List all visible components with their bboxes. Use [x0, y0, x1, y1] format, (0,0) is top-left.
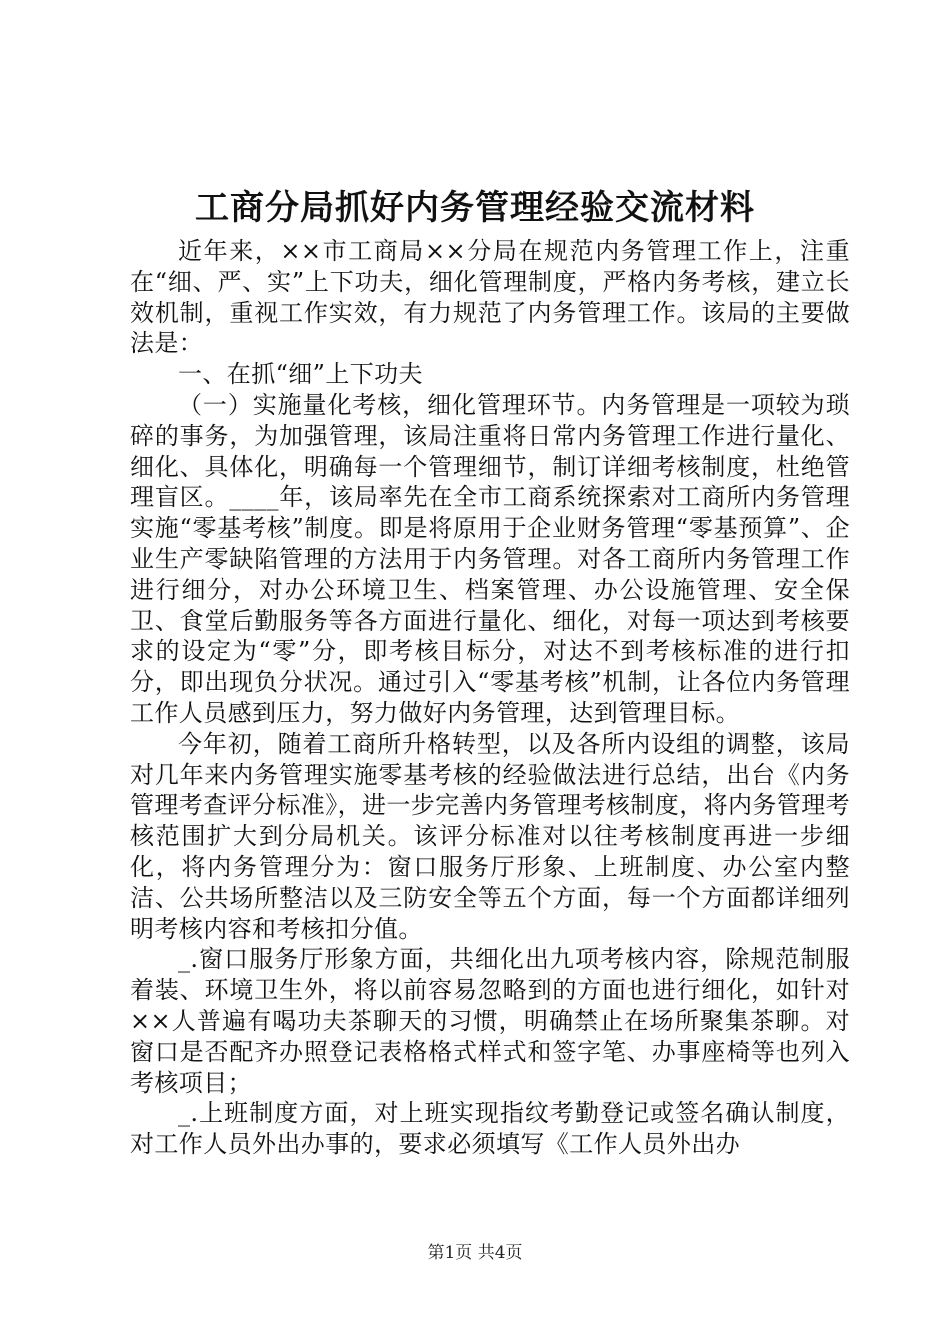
- document-title: 工商分局抓好内务管理经验交流材料: [195, 188, 755, 228]
- paragraph-work-system: _.上班制度方面，对上班实现指纹考勤登记或签名确认制度，对工作人员外出办事的，要求必须填写《工作人员外出办: [130, 1099, 850, 1159]
- paragraph-this-year: 今年初，随着工商所升格转型，以及各所内设组的调整，该局对几年来内务管理实施零基考核的经验做法进行总结，出台《内务管理考查评分标准》，进一步完善内务管理考核制度，将内务管理考核范围扩大到分局机关。该评分标准对以往考核制度再进一步细化，将内务管理分为：窗口服务厅形象、上班制度、办公室内整洁、公共场所整洁以及三防安全等五个方面，每一个方面都详细列明考核内容和考核扣分值。: [130, 729, 850, 943]
- paragraph-window-service: _.窗口服务厅形象方面，共细化出九项考核内容，除规范制服着装、环境卫生外，将以前容易忽略到的方面也进行细化，如针对××人普遍有喝功夫茶聊天的习惯，明确禁止在场所聚集茶聊。对窗口是否配齐办照登记表格格式样式和签字笔、办事座椅等也列入考核项目；: [130, 945, 850, 1097]
- paragraph-intro: 近年来，××市工商局××分局在规范内务管理工作上，注重在“细、严、实”上下功夫，细化管理制度，严格内务考核，建立长效机制，重视工作实效，有力规范了内务管理工作。该局的主要做法是：: [130, 237, 850, 358]
- section-heading-1: 一、在抓“细”上下功夫: [178, 360, 423, 389]
- paragraph-subsection-1: （一）实施量化考核，细化管理环节。内务管理是一项较为琐碎的事务，为加强管理，该局注重将日常内务管理工作进行量化、细化、具体化，明确每一个管理细节，制订详细考核制度，杜绝管理盲区。____年，该局率先在全市工商系统探索对工商所内务管理实施“零基考核”制度。即是将原用于企业财务管理“零基预算”、企业生产零缺陷管理的方法用于内务管理。对各工商所内务管理工作进行细分，对办公环境卫生、档案管理、办公设施管理、安全保卫、食堂后勤服务等各方面进行量化、细化，对每一项达到考核要求的设定为“零”分，即考核目标分，对达不到考核标准的进行扣分，即出现负分状况。通过引入“零基考核”机制，让各位内务管理工作人员感到压力，努力做好内务管理，达到管理目标。: [130, 390, 850, 727]
- document-body: [130, 236, 850, 1160]
- page-number-footer: 第1页 共4页: [427, 1243, 523, 1263]
